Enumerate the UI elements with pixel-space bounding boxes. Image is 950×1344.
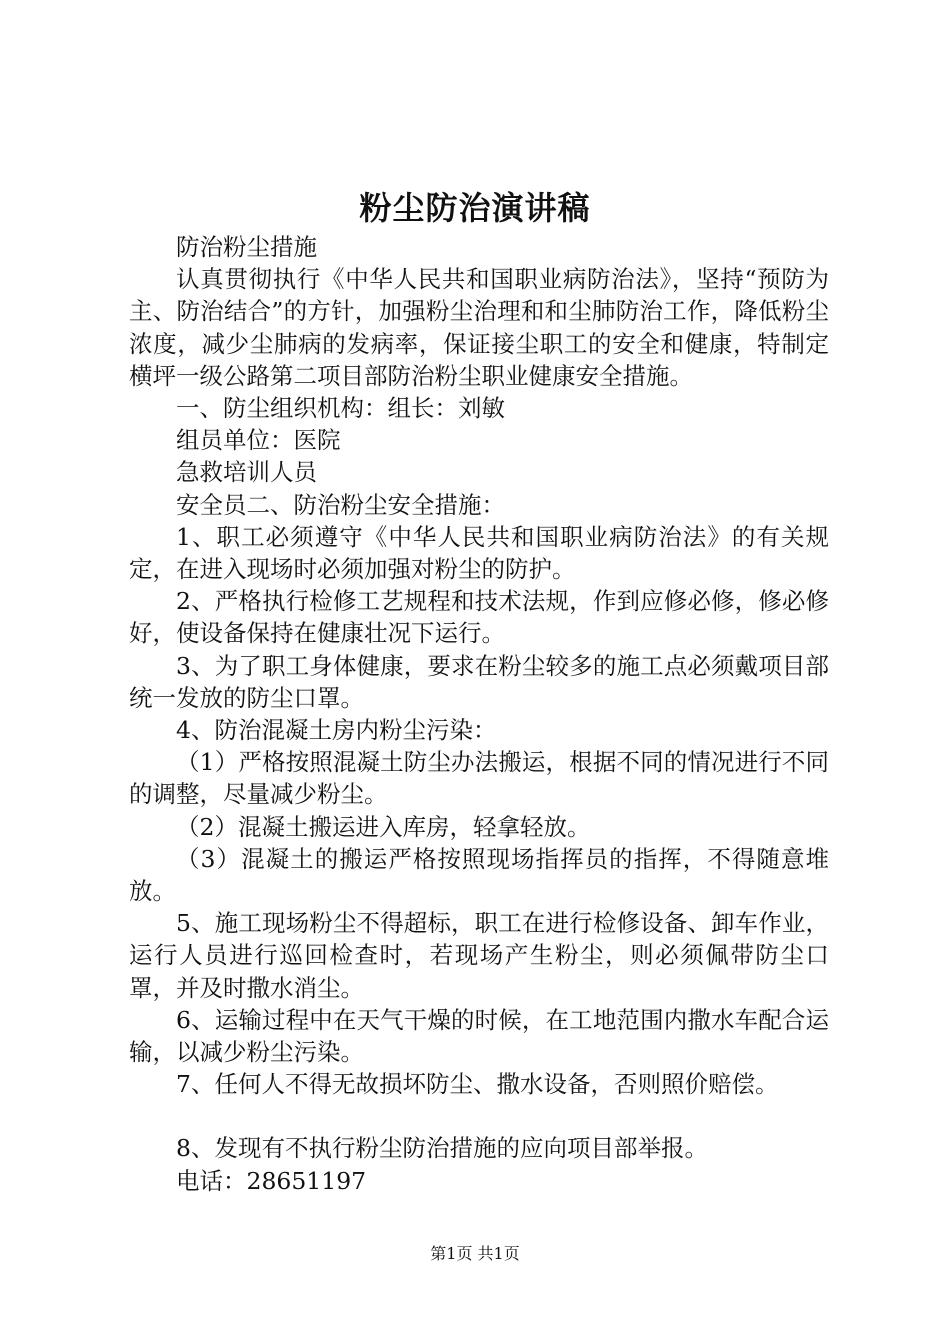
document-title: 粉尘防治演讲稿: [359, 189, 591, 227]
paragraph-sub-item-2: （2）混凝土搬运进入库房，轻拿轻放。: [176, 812, 591, 841]
paragraph-item-1: 1、职工必须遵守《中华人民共和国职业病防治法》的有关规定，在进入现场时必须加强对粉尘的防护。: [129, 522, 829, 584]
paragraph-item-2: 2、严格执行检修工艺规程和技术法规，作到应修必修，修必修好，使设备保持在健康壮况下运行。: [129, 587, 829, 648]
paragraph-item-6: 6、运输过程中在天气干燥的时候，在工地范围内撒水车配合运输，以减少粉尘污染。: [129, 1005, 829, 1067]
document-body: [129, 231, 829, 1197]
paragraph-sub-item-3: （3）混凝土的搬运严格按照现场指挥员的指挥，不得随意堆放。: [129, 844, 829, 906]
paragraph-safety-officer: 安全员二、防治粉尘安全措施：: [176, 490, 505, 519]
page-footer: 第1页 共1页: [430, 1244, 520, 1263]
paragraph-item-8: 8、发现有不执行粉尘防治措施的应向项目部举报。: [176, 1134, 708, 1163]
paragraph-item-5: 5、施工现场粉尘不得超标，职工在进行检修设备、卸车作业，运行人员进行巡回检查时，若现场产生粉尘，则必须佩带防尘口罩，并及时撒水消尘。: [129, 909, 829, 1002]
blank-line: [129, 1100, 829, 1132]
paragraph-intro: 认真贯彻执行《中华人民共和国职业病防治法》，坚持“预防为主、防治结合”的方针，加强粉尘治理和和尘肺防治工作，降低粉尘浓度，减少尘肺病的发病率，保证接尘职工的安全和健康，特制定横坪一级公路第二项目部防治粉尘职业健康安全措施。: [129, 265, 829, 390]
paragraph-phone: 电话：28651197: [176, 1166, 367, 1195]
paragraph-member-unit: 组员单位：医院: [176, 426, 341, 455]
paragraph-item-3: 3、为了职工身体健康，要求在粉尘较多的施工点必须戴项目部统一发放的防尘口罩。: [129, 651, 829, 712]
paragraph-item-7: 7、任何人不得无故损坏防尘、撒水设备，否则照价赔偿。: [176, 1070, 779, 1099]
paragraph-organization: 一、防尘组织机构：组长：刘敏: [176, 394, 505, 423]
paragraph-heading-measures: 防治粉尘措施: [176, 233, 317, 261]
paragraph-item-4: 4、防治混凝土房内粉尘污染：: [176, 716, 497, 745]
paragraph-first-aid: 急救培训人员: [176, 458, 317, 487]
paragraph-sub-item-1: （1）严格按照混凝土防尘办法搬运，根据不同的情况进行不同的调整，尽量减少粉尘。: [129, 748, 829, 809]
